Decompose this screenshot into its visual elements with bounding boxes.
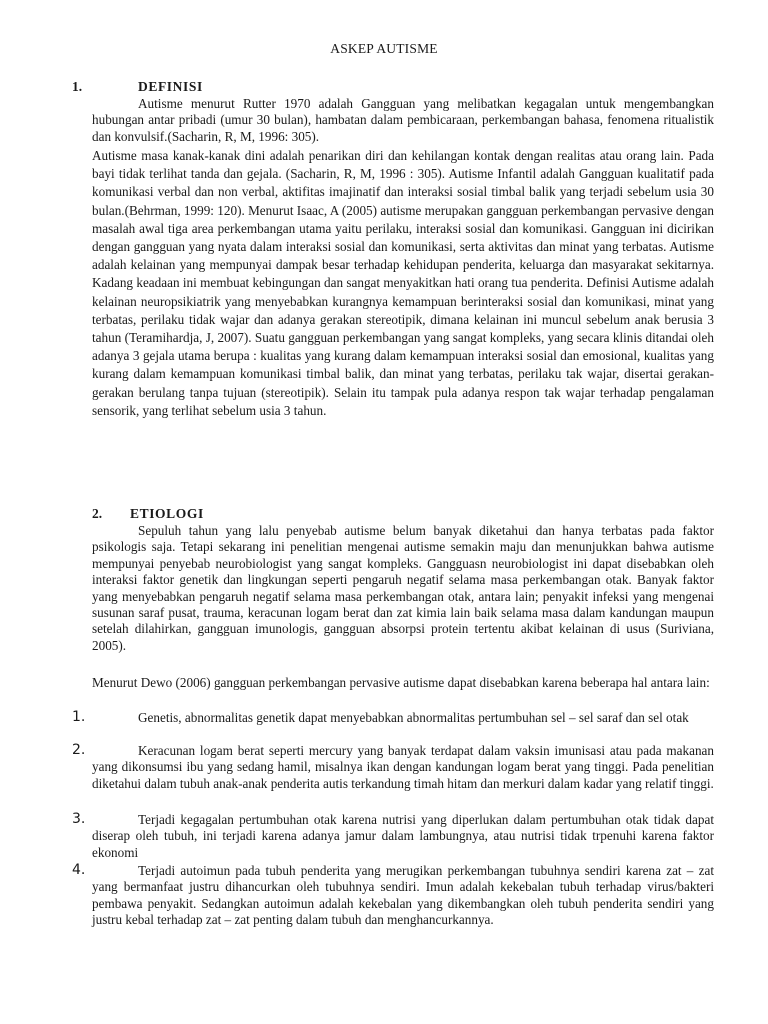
section-1-number: 1. <box>72 79 83 94</box>
section-2-paragraph-1: Sepuluh tahun yang lalu penyebab autisme belum banyak diketahui dan hanya terbatas pada faktor psikologis saja. Tetapi sekarang ini penelitian mengenai autisme semakin maju dan menunjukkan bahwa autisme mempunyai penyebab neurobiologist yang sangat kompleks. Gangguasn neurobiologist ini dapat disebabkan oleh interaksi faktor genetik dan lingkungan seperti pengaruh negatif selama masa perkembangan otak. Banyak faktor yang menyebabkan pengaruh negatif selama masa perkembangan otak, antara lain; penyakit infeksi yang mengenai susunan saraf pusat, trauma, keracunan logam berat dan zat kimia lain baik selama masa dalam kandungan maupun setelah dilahirkan, gangguan imunologis, gangguan absorpsi protein tertentu akibat kelainan di usus (Suriviana, 2005). <box>92 523 714 653</box>
section-2-paragraph-2: Menurut Dewo (2006) gangguan perkembangan pervasive autisme dapat disebabkan karena beberapa hal antara lain: <box>92 675 710 690</box>
section-2-number: 2. <box>92 506 103 521</box>
list-item-1-text: Genetis, abnormalitas genetik dapat menyebabkan abnormalitas pertumbuhan sel – sel saraf dan sel otak <box>138 710 689 725</box>
section-1-paragraph-1: Autisme menurut Rutter 1970 adalah Gangguan yang melibatkan kegagalan untuk mengembangkan hubungan antar pribadi (umur 30 bulan), hambatan dalam pembicaraan, perkembangan bahasa, fenomena ritualistik dan konvulsif.(Sacharin, R, M, 1996: 305). <box>92 96 714 144</box>
list-item-4-number: 4. <box>72 862 86 878</box>
list-item-2-number: 2. <box>72 742 86 758</box>
document-title: ASKEP AUTISME <box>330 41 438 56</box>
list-item-1-number: 1. <box>72 709 86 725</box>
section-1-paragraph-2: Autisme masa kanak-kanak dini adalah penarikan diri dan kehilangan kontak dengan realitas atau orang lain. Pada bayi tidak terlihat tanda dan gejala. (Sacharin, R, M, 1996 : 305). Autisme Infantil adalah Gangguan kualitatif pada komunikasi verbal dan non verbal, aktifitas imajinatif dan interaksi sosial timbal balik yang terjadi sebelum usia 30 bulan.(Behrman, 1999: 120). Menurut Isaac, A (2005) autisme merupakan gangguan perkembangan pervasive dengan masalah awal tiga area perkembangan utama yaitu perilaku, interaksi sosial dan komunikasi. Gangguan ini dicirikan dengan gangguan yang nyata dalam interaksi sosial dan komunikasi, serta aktivitas dan minat yang terbatas. Autisme adalah kelainan yang mempunyai dampak besar terhadap kehidupan penderita, keluarga dan masyarakat sekitarnya. Kadang keadaan ini membuat kebingungan dan sangat menyakitkan hati orang tua penderita. Definisi Autisme adalah kelainan neuropsikiatrik yang menyebabkan kurangnya kemampuan berinteraksi sosial dan komunikasi, minat yang terbatas, perilaku tidak wajar dan adanya gerakan stereotipik, dimana kelainan ini muncul sebelum anak berusia 3 tahun (Teramihardja, J, 2007). Suatu gangguan perkembangan yang sangat kompleks, yang secara klinis ditandai oleh adanya 3 gejala utama berupa : kualitas yang kurang dalam kemampuan interaksi sosial dan emosional, kualitas yang kurang dalam kemampuan komunikasi timbal balik, dan minat yang terbatas, perilaku tak wajar, disertai gerakan-gerakan berulang tanpa tujuan (stereotipik). Selain itu tampak pula adanya respon tak wajar terhadap pengalaman sensorik, yang terlihat sebelum usia 3 tahun. <box>92 148 714 418</box>
list-item-4-text: Terjadi autoimun pada tubuh penderita yang merugikan perkembangan tubuhnya sendiri karena zat – zat yang bermanfaat justru dihancurkan oleh tubuhnya sendiri. Imun adalah kekebalan tubuh terhadap virus/bakteri pembawa penyakit. Sedangkan autoimun adalah kekebalan yang dikembangkan oleh tubuh penderita sendiri yang justru kebal terhadap zat – zat penting dalam tubuh dan menghancurkannya. <box>92 863 714 928</box>
section-2-heading: ETIOLOGI <box>130 506 204 521</box>
list-item-2-text: Keracunan logam berat seperti mercury yang banyak terdapat dalam vaksin imunisasi atau pada makanan yang dikonsumsi ibu yang sedang hamil, misalnya ikan dengan kandungan logam berat yang tinggi. Pada penelitian diketahui dalam tubuh anak-anak penderita autis terkandung timah hitam dan merkuri dalam kadar yang relatif tinggi. <box>92 743 714 791</box>
list-item-3-number: 3. <box>72 811 86 827</box>
section-1-heading: DEFINISI <box>138 79 203 94</box>
list-item-3-text: Terjadi kegagalan pertumbuhan otak karena nutrisi yang diperlukan dalam pertumbuhan otak tidak dapat diserap oleh tubuh, ini terjadi karena adanya jamur dalam lambungnya, atau nutrisi tidak trpenuhi karena faktor ekonomi <box>92 812 714 860</box>
